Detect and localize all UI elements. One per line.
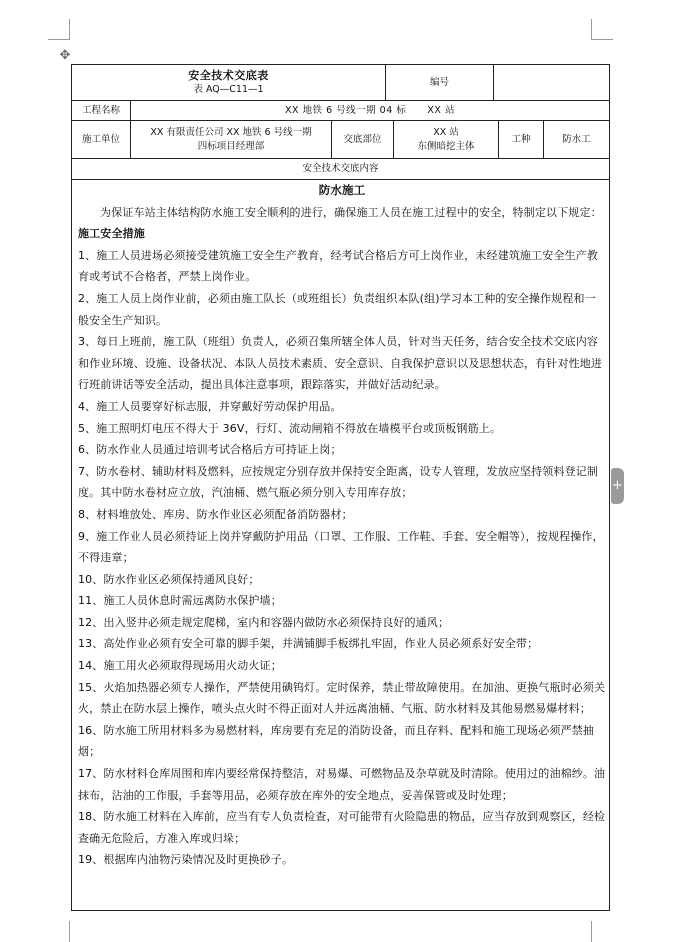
- safety-briefing-form: [71, 64, 610, 911]
- location-value-cell[interactable]: [394, 121, 499, 158]
- measure-item-6: 6、防水作业人员通过培训考试合格后方可持证上岗；: [78, 443, 342, 457]
- measure-item-15: 15、火焰加热器必须专人操作，严禁使用碘钨灯。定时保养，禁止带故障使用。在加油、更换气瓶时必须关火，禁止在防水层上操作，喷头点火时不得正面对人并远离油桶、气瓶、防水材料及其他易燃易爆材料；: [78, 680, 606, 716]
- section-title: 防水施工: [318, 183, 366, 197]
- measure-item-4: 4、施工人员要穿好标志服，并穿戴好劳动保护用品。: [78, 399, 342, 413]
- add-column-icon[interactable]: +: [611, 468, 624, 504]
- measure-item-1: 1、施工人员进场必须接受建筑施工安全生产教育，经考试合格后方可上岗作业，未经建筑施工安全生产教育或考试不合格者，严禁上岗作业。: [78, 248, 599, 284]
- content-header-cell: [72, 159, 609, 179]
- briefing-content[interactable]: [78, 180, 606, 871]
- measure-item-10: 10、防水作业区必须保持通风良好；: [78, 572, 260, 586]
- measure-item-3: 3、每日上班前，施工队（班组）负责人，必须召集所辖全体人员，针对当天任务，结合安全技术交底内容和作业环境、设施、设备状况、本队人员技术素质、安全意识、自我保护意识以及思想状态，有针对性地进行班前讲话等安全活动，提出具体注意事项，跟踪落实，并做好活动纪录。: [78, 335, 603, 392]
- unit-label: 施工单位: [81, 133, 120, 145]
- unit-row: [72, 121, 609, 159]
- crop-mark-top-left-h: [48, 39, 70, 40]
- measure-item-7: 7、防水卷材、辅助材料及燃料，应按规定分别存放并保持安全距离，设专人管理，发放应坚持领料登记制度。其中防水卷材应立放，汽油桶、燃气瓶必须分别入专用库存放；: [78, 464, 599, 500]
- trade-label-cell: [499, 121, 544, 158]
- form-title: 安全技术交底表: [188, 68, 269, 82]
- crop-mark-top-right-v: [591, 19, 592, 40]
- content-header-row: [72, 159, 609, 180]
- crop-mark-top-left-v: [69, 19, 70, 40]
- measure-item-12: 12、出入竖井必须走规定爬梯，室内和容器内做防水必须保持良好的通风；: [78, 615, 450, 629]
- measure-item-14: 14、施工用火必须取得现场用火动火证；: [78, 659, 282, 673]
- measure-item-19: 19、根据库内油物污染情况及时更换砂子。: [78, 853, 293, 867]
- location-value-line1: XX 站: [433, 126, 459, 138]
- location-label-cell: [332, 121, 394, 158]
- measure-item-9: 9、施工作业人员必须持证上岗并穿戴防护用品（口罩、工作服、工作鞋、手套、安全帽等），按规程操作，不得违章；: [78, 529, 604, 565]
- project-row: [72, 101, 609, 121]
- number-value-cell[interactable]: [494, 65, 609, 100]
- intro-paragraph: 为保证车站主体结构防水施工安全顺利的进行，确保施工人员在施工过程中的安全，特制定以下规定：: [100, 205, 602, 219]
- measure-item-2: 2、施工人员上岗作业前，必须由施工队长（或班组长）负责组织本队(组)学习本工种的安全操作规程和一般安全生产知识。: [78, 291, 596, 327]
- measure-item-5: 5、施工照明灯电压不得大于 36V，行灯、流动闸箱不得放在墙模平台或顶板钢筋上。: [78, 421, 502, 435]
- crop-mark-top-right-h: [591, 39, 613, 40]
- unit-value-line1: XX 有限责任公司 XX 地铁 6 号线一期: [150, 126, 312, 138]
- table-move-handle-icon[interactable]: ✥: [59, 48, 71, 63]
- measure-item-13: 13、高处作业必须有安全可靠的脚手架，并满铺脚手板绑扎牢固，作业人员必须系好安全带；: [78, 637, 539, 651]
- project-label: 工程名称: [81, 104, 120, 116]
- location-value-line2: 东侧暗挖主体: [417, 140, 475, 152]
- number-label-cell: [386, 65, 494, 100]
- measures-heading: 施工安全措施: [78, 227, 145, 241]
- measure-item-18: 18、防水施工材料在入库前，应当有专人负责检查，对可能带有火险隐患的物品，应当存放到观察区，经检查确无危险后，方准入库或归垛；: [78, 810, 606, 845]
- project-label-cell: [72, 101, 131, 120]
- unit-value-cell[interactable]: [131, 121, 332, 158]
- location-label: 交底部位: [343, 133, 382, 145]
- measure-item-11: 11、施工人员休息时需远离防水保护墙；: [78, 594, 282, 608]
- trade-label: 工种: [511, 133, 531, 145]
- crop-mark-bottom-left-v: [69, 921, 70, 942]
- number-label: 编号: [429, 76, 449, 88]
- content-header: 安全技术交底内容: [302, 163, 379, 174]
- form-title-row: [72, 65, 609, 101]
- project-value: XX 地铁 6 号线一期 04 标 XX 站: [285, 104, 455, 116]
- form-title-cell: [72, 65, 386, 100]
- unit-label-cell: [72, 121, 131, 158]
- form-code: 表 AQ—C11—1: [193, 83, 264, 95]
- project-value-cell[interactable]: [131, 101, 609, 120]
- trade-value: 防水工: [562, 133, 591, 145]
- trade-value-cell[interactable]: [544, 121, 609, 158]
- crop-mark-bottom-right-v: [591, 921, 592, 942]
- measure-item-17: 17、防水材料仓库周围和库内要经常保持整洁，对易爆、可燃物品及杂草就及时清除。使用过的油棉纱。油抹布，沾油的工作服，手套等用品，必须存放在库外的安全地点，妥善保管或及时处理；: [78, 767, 606, 802]
- unit-value-line2: 四标项目经理部: [197, 140, 265, 152]
- measure-item-8: 8、材料堆放处、库房、防水作业区必须配备消防器材；: [78, 507, 353, 521]
- measure-item-16: 16、防水施工所用材料多为易燃材料，库房要有充足的消防设备，而且存料、配料和施工现场必须严禁抽烟；: [78, 723, 595, 759]
